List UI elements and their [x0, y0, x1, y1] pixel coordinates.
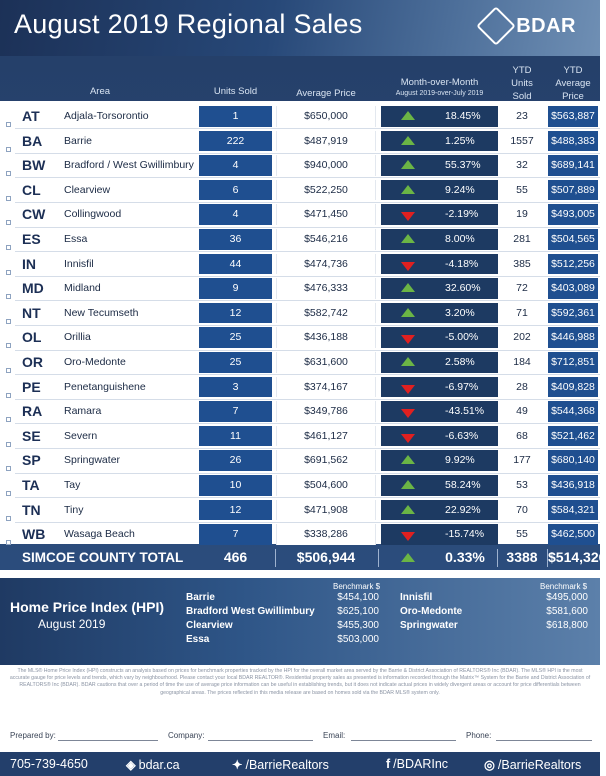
area-code: MD — [22, 280, 44, 297]
mom-cell — [381, 450, 498, 471]
col-header-ytd-units-line1: YTD — [512, 65, 532, 76]
ytd-average-price-cell: $544,368 — [548, 401, 598, 422]
ytd-units-cell: 202 — [513, 331, 531, 344]
average-price-cell: $691,562 — [276, 450, 376, 471]
ytd-average-price-cell: $712,851 — [548, 352, 598, 373]
footer-website-text: bdar.ca — [138, 758, 180, 772]
logo-text: BDAR — [516, 14, 576, 37]
footer-instagram-text: /BarrieRealtors — [497, 758, 582, 772]
area-name: New Tecumseth — [64, 306, 139, 319]
ytd-units-cell: 53 — [516, 479, 528, 491]
mom-cell — [381, 229, 498, 250]
mom-cell — [381, 303, 498, 324]
mom-value: -4.18% — [445, 257, 479, 270]
units-sold-cell: 36 — [199, 229, 272, 250]
hpi-benchmark-label-left: Benchmark $ — [333, 582, 381, 591]
area-name: Severn — [64, 429, 98, 442]
ytd-units-cell: 184 — [513, 356, 531, 368]
hpi-title: Home Price Index (HPI) — [10, 599, 165, 615]
total-separator — [378, 549, 379, 567]
company-field[interactable] — [208, 740, 313, 741]
table-row — [0, 424, 600, 449]
ytd-units-cell: 385 — [513, 257, 531, 270]
ytd-average-price-cell: $563,887 — [548, 106, 598, 127]
company-label: Company: — [168, 731, 205, 740]
average-price-cell: $471,450 — [276, 204, 376, 225]
ytd-units-cell: 32 — [516, 159, 528, 172]
units-sold-cell: 9 — [199, 278, 272, 299]
hpi-price: $618,800 — [546, 620, 588, 631]
hpi-area: Barrie — [186, 592, 215, 603]
mom-value: 55.37% — [445, 159, 481, 172]
area-code: RA — [22, 403, 43, 420]
mom-value: 8.00% — [445, 233, 475, 245]
table-row — [0, 178, 600, 203]
ytd-average-price-cell: $462,500 — [548, 524, 598, 545]
mom-value: 3.20% — [445, 306, 475, 319]
hpi-area: Bradford West Gwillimbury — [186, 606, 315, 617]
ytd-average-price-cell: $488,383 — [548, 131, 598, 152]
table-row — [0, 350, 600, 375]
mom-value: -15.74% — [445, 528, 485, 541]
units-sold-cell: 11 — [199, 426, 272, 447]
hpi-row — [400, 606, 588, 620]
ytd-average-price-cell: $504,565 — [548, 229, 598, 250]
col-header-ytd-units — [498, 64, 546, 103]
ytd-average-price-cell: $507,889 — [548, 180, 598, 201]
mom-cell — [381, 204, 498, 225]
arrow-down-icon — [401, 409, 415, 418]
hpi-row — [186, 592, 379, 606]
average-price-cell: $338,286 — [276, 524, 376, 545]
ytd-units-cell: 1557 — [510, 134, 534, 147]
mom-cell — [381, 352, 498, 373]
ytd-units-cell: 23 — [516, 110, 528, 122]
row-bullet-icon — [6, 270, 11, 275]
footer-facebook[interactable] — [386, 757, 448, 771]
ytd-units-cell: 28 — [516, 380, 528, 393]
instagram-icon: ◎ — [484, 758, 495, 772]
mom-value: -5.00% — [445, 331, 479, 344]
average-price-cell: $474,736 — [276, 254, 376, 275]
table-row — [0, 227, 600, 252]
col-header-ytd-avg-line2: Average — [555, 78, 591, 89]
area-name: Orillia — [64, 331, 91, 344]
arrow-up-icon — [401, 357, 415, 366]
col-header-ytd-units-line3: Sold — [512, 91, 532, 102]
total-price: $506,944 — [296, 549, 356, 565]
total-mom: 0.33% — [445, 549, 485, 565]
col-header-ytd-avg — [548, 64, 598, 103]
mom-value: 1.25% — [445, 134, 475, 147]
col-header-ytd-avg-line3: Price — [562, 91, 584, 102]
area-code: SE — [22, 427, 41, 444]
mom-cell — [381, 475, 498, 496]
ytd-average-price-cell: $584,321 — [548, 500, 598, 521]
hpi-area: Clearview — [186, 620, 233, 631]
row-bullet-icon — [6, 466, 11, 471]
logo-diamond-icon — [476, 6, 516, 46]
mom-cell — [381, 180, 498, 201]
area-name: Penetanguishene — [64, 380, 146, 393]
units-sold-cell: 26 — [199, 450, 272, 471]
hpi-subtitle: August 2019 — [38, 617, 106, 631]
mom-value: 22.92% — [445, 503, 481, 516]
arrow-up-icon — [401, 455, 415, 464]
area-name: Tay — [64, 479, 81, 491]
mom-value: -2.19% — [445, 208, 479, 221]
arrow-up-icon — [401, 283, 415, 292]
hpi-row — [186, 606, 379, 620]
ytd-units-cell: 177 — [513, 454, 531, 467]
table-row — [0, 375, 600, 400]
average-price-cell: $631,600 — [276, 352, 376, 373]
total-row — [0, 546, 606, 570]
area-name: Tiny — [64, 503, 84, 516]
row-bullet-icon — [6, 245, 11, 250]
total-units: 466 — [223, 549, 248, 565]
ytd-units-cell: 49 — [516, 405, 528, 418]
email-field[interactable] — [351, 740, 456, 741]
phone-label: Phone: — [466, 731, 492, 740]
footer-website[interactable] — [126, 757, 180, 772]
area-code: OR — [22, 354, 43, 370]
col-header-mom-sub: August 2019-over-July 2019 — [395, 90, 484, 97]
row-bullet-icon — [6, 540, 11, 545]
hpi-area: Springwater — [400, 620, 458, 631]
units-sold-cell: 44 — [199, 254, 272, 275]
average-price-cell: $504,600 — [276, 475, 376, 496]
average-price-cell: $582,742 — [276, 303, 376, 324]
bdar-logo — [482, 12, 576, 40]
footer-facebook-text: /BDARInc — [393, 757, 449, 771]
twitter-icon: ✦ — [232, 758, 243, 772]
area-code: CW — [22, 206, 46, 223]
row-bullet-icon — [6, 147, 11, 152]
mom-cell — [381, 377, 498, 398]
col-header-mom — [381, 76, 498, 98]
footer-instagram[interactable] — [484, 757, 581, 772]
ytd-units-cell: 55 — [516, 528, 528, 541]
arrow-down-icon — [401, 532, 415, 541]
col-header-ytd-units-line2: Units — [511, 78, 533, 89]
table-row — [0, 448, 600, 473]
units-sold-cell: 6 — [199, 180, 272, 201]
area-name: Ramara — [64, 405, 102, 418]
hpi-area: Essa — [186, 634, 210, 645]
arrow-up-icon — [401, 234, 415, 243]
arrow-up-icon — [401, 505, 415, 514]
mom-cell — [381, 131, 498, 152]
total-ytd-price: $514,326 — [548, 549, 606, 565]
ytd-units-cell: 70 — [516, 503, 528, 516]
ytd-units-cell: 68 — [516, 429, 528, 442]
mom-value: -6.63% — [445, 429, 479, 442]
area-name: Bradford / West Gwillimbury — [64, 159, 194, 172]
arrow-down-icon — [401, 262, 415, 271]
hpi-area: Oro-Medonte — [400, 606, 463, 617]
ytd-units-cell: 19 — [516, 208, 528, 221]
mom-cell — [381, 155, 498, 176]
mom-value: 2.58% — [445, 356, 475, 368]
hpi-price: $455,300 — [337, 620, 379, 631]
area-code: NT — [22, 304, 41, 321]
row-bullet-icon — [6, 294, 11, 299]
disclaimer-text: The MLS® Home Price Index (HPI) constructs an analysis based on prices for benchmark properties tracked by the HPI for the overall market area served by the Barrie & District Association of REALTORS® Inc (BDAR). The MLS® HPI is the most accurate gauge for price levels and trends, which vary by neighbourhood. Please contact your local BDAR REALTOR®. Residential property sales as presented is information recorded through the Matrix™ System for the Barrie and District Association of REALTORS® Inc (BDAR). BDAR cautions that over a period of time the use of average price information can be useful in establishing trends, but it does not indicate actual prices in widely divergent areas or account for price differentials between geographical areas. The prices reflected in this media release are based on homes sold via the BDAR MLS® system only. — [9, 668, 591, 696]
average-price-cell: $436,188 — [276, 327, 376, 348]
area-code: SP — [22, 452, 41, 469]
mom-cell — [381, 254, 498, 275]
area-name: Adjala-Torsorontio — [64, 110, 149, 122]
hpi-section — [0, 578, 600, 665]
table-row — [0, 276, 600, 301]
area-name: Innisfil — [64, 257, 94, 270]
row-bullet-icon — [6, 220, 11, 225]
footer-phone[interactable]: 705-739-4650 — [10, 757, 88, 771]
mom-value: 32.60% — [445, 282, 481, 295]
units-sold-cell: 1 — [199, 106, 272, 127]
col-header-area: Area — [89, 86, 111, 97]
table-row — [0, 522, 600, 547]
phone-field[interactable] — [496, 740, 592, 741]
mom-value: 9.24% — [445, 183, 475, 196]
ytd-units-cell: 71 — [516, 306, 528, 319]
hpi-price: $454,100 — [337, 592, 379, 603]
page-title: August 2019 Regional Sales — [14, 9, 363, 39]
table-row — [0, 301, 600, 326]
units-sold-cell: 25 — [199, 352, 272, 373]
ytd-average-price-cell: $592,361 — [548, 303, 598, 324]
average-price-cell: $940,000 — [276, 155, 376, 176]
average-price-cell: $349,786 — [276, 401, 376, 422]
facebook-icon: f — [386, 757, 391, 771]
units-sold-cell: 3 — [199, 377, 272, 398]
arrow-up-icon — [401, 160, 415, 169]
units-sold-cell: 4 — [199, 204, 272, 225]
average-price-cell: $487,919 — [276, 131, 376, 152]
table-row — [0, 202, 600, 227]
hpi-price: $625,100 — [337, 606, 379, 617]
ytd-units-cell: 281 — [513, 233, 531, 245]
units-sold-cell: 222 — [199, 131, 272, 152]
mom-cell — [381, 327, 498, 348]
col-header-average-price: Average Price — [296, 88, 356, 99]
ytd-average-price-cell: $446,988 — [548, 327, 598, 348]
area-name: Springwater — [64, 454, 121, 467]
mom-value: 58.24% — [445, 479, 481, 491]
area-code: OL — [22, 329, 42, 346]
ytd-average-price-cell: $403,089 — [548, 278, 598, 299]
mom-cell — [381, 426, 498, 447]
table-row — [0, 325, 600, 350]
row-bullet-icon — [6, 393, 11, 398]
mom-cell — [381, 401, 498, 422]
prepared-by-form — [0, 728, 600, 746]
col-header-ytd-avg-line1: YTD — [563, 65, 583, 76]
table-row — [0, 129, 600, 154]
area-name: Barrie — [64, 134, 93, 147]
total-arrow-up-icon — [401, 553, 415, 562]
mom-cell — [381, 524, 498, 545]
table-row — [0, 153, 600, 178]
hpi-row — [400, 592, 588, 606]
average-price-cell: $471,908 — [276, 500, 376, 521]
ytd-average-price-cell: $521,462 — [548, 426, 598, 447]
hpi-row — [186, 634, 379, 648]
row-bullet-icon — [6, 516, 11, 521]
hpi-row — [400, 620, 588, 634]
mom-cell — [381, 500, 498, 521]
hpi-price: $581,600 — [546, 606, 588, 617]
row-bullet-icon — [6, 343, 11, 348]
footer-twitter-text: /BarrieRealtors — [245, 758, 329, 772]
col-header-units-sold: Units Sold — [213, 86, 258, 97]
row-bullet-icon — [6, 196, 11, 201]
units-sold-cell: 4 — [199, 155, 272, 176]
average-price-cell: $546,216 — [276, 229, 376, 250]
mom-value: 18.45% — [445, 110, 481, 122]
total-label: SIMCOE COUNTY TOTAL — [22, 550, 184, 565]
area-name: Wasaga Beach — [64, 528, 135, 541]
average-price-cell: $461,127 — [276, 426, 376, 447]
header-banner — [0, 0, 600, 56]
average-price-cell: $476,333 — [276, 278, 376, 299]
area-name: Collingwood — [64, 208, 122, 221]
mom-cell — [381, 278, 498, 299]
area-name: Midland — [64, 282, 101, 295]
table-row — [0, 399, 600, 424]
ytd-average-price-cell: $436,918 — [548, 475, 598, 496]
mom-value: -43.51% — [445, 405, 485, 418]
row-bullet-icon — [6, 368, 11, 373]
area-name: Oro-Medonte — [64, 356, 126, 368]
hpi-row — [186, 620, 379, 634]
arrow-up-icon — [401, 111, 415, 120]
ytd-units-cell: 55 — [516, 183, 528, 196]
table-row — [0, 473, 600, 498]
table-row — [0, 104, 600, 129]
email-label: Email: — [323, 731, 346, 740]
hpi-price: $495,000 — [546, 592, 588, 603]
area-code: WB — [22, 526, 46, 543]
col-header-mom-title: Month-over-Month — [400, 77, 479, 88]
arrow-down-icon — [401, 434, 415, 443]
units-sold-cell: 7 — [199, 524, 272, 545]
footer-bar — [0, 752, 600, 776]
area-code: BW — [22, 157, 46, 174]
area-code: BA — [22, 132, 43, 149]
average-price-cell: $650,000 — [276, 106, 376, 127]
hpi-area: Innisfil — [400, 592, 433, 603]
table-row — [0, 252, 600, 277]
area-name: Essa — [64, 233, 88, 245]
units-sold-cell: 12 — [199, 303, 272, 324]
prepared-by-field[interactable] — [58, 740, 158, 741]
area-code: TN — [22, 501, 41, 518]
area-code: ES — [22, 231, 41, 247]
arrow-down-icon — [401, 212, 415, 221]
average-price-cell: $522,250 — [276, 180, 376, 201]
ytd-average-price-cell: $409,828 — [548, 377, 598, 398]
total-ytd-units: 3388 — [506, 549, 538, 565]
hpi-benchmark-label-right: Benchmark $ — [540, 582, 588, 591]
arrow-up-icon — [401, 480, 415, 489]
ytd-average-price-cell: $512,256 — [548, 254, 598, 275]
prepared-by-label: Prepared by: — [10, 731, 56, 740]
footer-twitter[interactable] — [232, 757, 329, 772]
ytd-average-price-cell: $689,141 — [548, 155, 598, 176]
mom-value: -6.97% — [445, 380, 479, 393]
area-code: PE — [22, 378, 41, 395]
row-bullet-icon — [6, 491, 11, 496]
table-row — [0, 498, 600, 523]
mom-cell — [381, 106, 498, 127]
mom-value: 9.92% — [445, 454, 475, 467]
arrow-up-icon — [401, 136, 415, 145]
area-name: Clearview — [64, 183, 111, 196]
units-sold-cell: 12 — [199, 500, 272, 521]
ytd-average-price-cell: $680,140 — [548, 450, 598, 471]
area-code: CL — [22, 181, 41, 198]
ytd-units-cell: 72 — [516, 282, 528, 295]
row-bullet-icon — [6, 319, 11, 324]
units-sold-cell: 10 — [199, 475, 272, 496]
ytd-average-price-cell: $493,005 — [548, 204, 598, 225]
row-bullet-icon — [6, 417, 11, 422]
units-sold-cell: 25 — [199, 327, 272, 348]
area-code: TA — [22, 477, 40, 493]
area-code: IN — [22, 255, 36, 272]
row-bullet-icon — [6, 442, 11, 447]
units-sold-cell: 7 — [199, 401, 272, 422]
arrow-down-icon — [401, 335, 415, 344]
average-price-cell: $374,167 — [276, 377, 376, 398]
hpi-price: $503,000 — [337, 634, 379, 645]
bdar-small-logo-icon: ◈ — [126, 758, 136, 772]
arrow-down-icon — [401, 385, 415, 394]
arrow-up-icon — [401, 185, 415, 194]
area-code: AT — [22, 108, 40, 124]
arrow-up-icon — [401, 308, 415, 317]
row-bullet-icon — [6, 171, 11, 176]
row-bullet-icon — [6, 122, 11, 127]
